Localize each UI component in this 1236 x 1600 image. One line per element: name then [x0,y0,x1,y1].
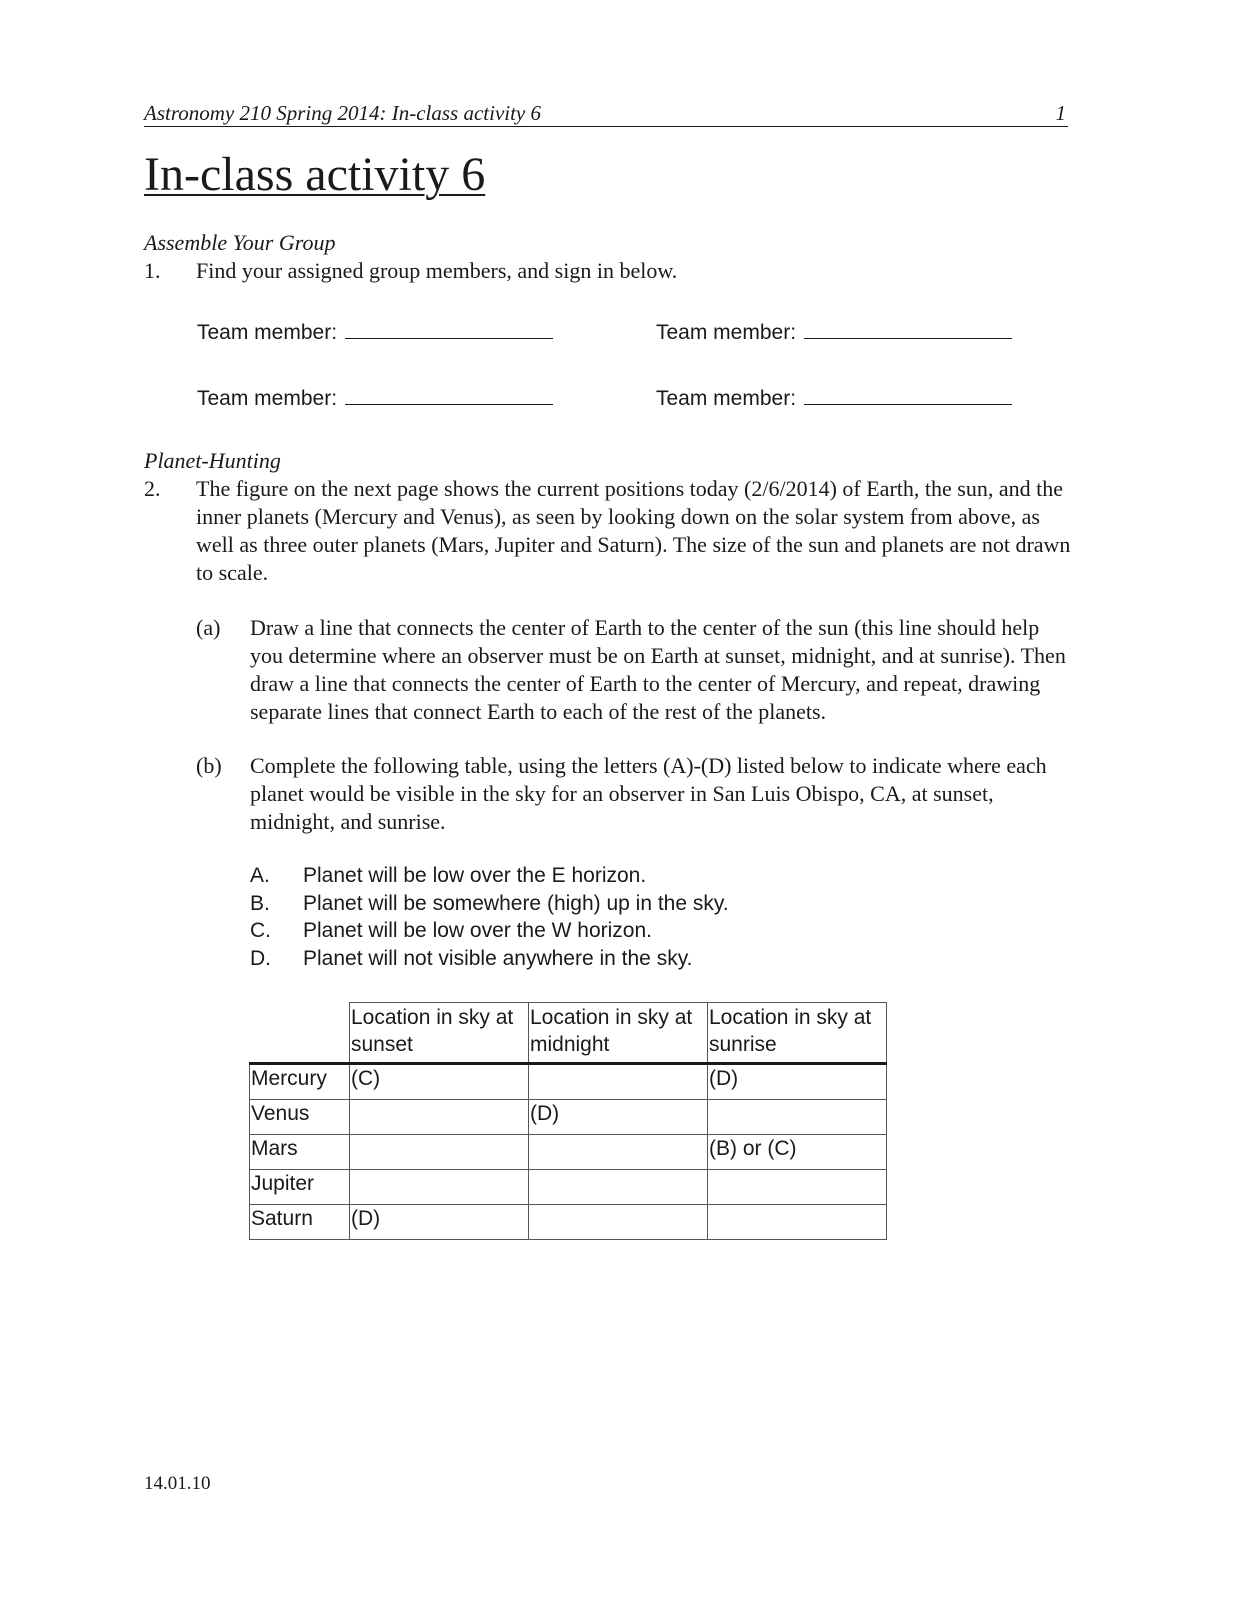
option-letter: B. [250,891,270,915]
table-cell[interactable] [708,1170,887,1205]
team-member-label: Team member: [197,321,338,344]
running-header [144,100,1068,127]
option-text: Planet will be low over the E horizon. [303,864,647,887]
table-row [250,1100,887,1135]
option-text: Planet will be low over the W horizon. [303,919,652,942]
column-header-sunrise: Location in sky at sunrise [708,1003,887,1064]
question-text-2: The figure on the next page shows the current positions today (2/6/2014) of Earth, the sun, and the inner planets (Mercury and Venus), as seen by looking down on the solar system from above, as well as three outer planets (Mars, Jupiter and Saturn). The size of the sun and planets are not drawn to scale. [196,476,1071,585]
row-header-planet: Venus [250,1100,350,1135]
signature-line[interactable] [345,316,553,339]
planet-location-table [249,1002,887,1240]
table-cell[interactable] [529,1135,708,1170]
table-cell[interactable] [529,1205,708,1240]
table-cell[interactable]: (D) [529,1100,708,1135]
table-cell[interactable]: (C) [350,1064,529,1100]
table-cell[interactable] [708,1205,887,1240]
part-b-text: Complete the following table, using the letters (A)-(D) listed below to indicate where each planet would be visible in the sky for an observer in San Luis Obispo, CA, at sunset, midnight, and sunrise. [250,753,1047,834]
row-header-planet: Mars [250,1135,350,1170]
signature-line[interactable] [804,382,1012,405]
question-number-1: 1. [144,258,161,283]
page-title: In-class activity 6 [144,148,486,201]
row-header-planet: Mercury [250,1064,350,1100]
section-heading-planet-hunting: Planet-Hunting [144,448,281,473]
table-header-row [250,1003,887,1064]
option-letter: D. [250,946,271,970]
option-letter: C. [250,919,271,942]
table-cell[interactable] [350,1100,529,1135]
option-letter: A. [250,864,270,887]
column-header-sunset: Location in sky at sunset [350,1003,529,1064]
team-member-label: Team member: [656,387,797,410]
team-member-label: Team member: [656,321,797,344]
table-row [250,1205,887,1240]
question-text-1: Find your assigned group members, and sign in below. [196,258,678,283]
team-member-field-1[interactable] [197,316,553,346]
table-cell[interactable] [529,1064,708,1100]
table-row [250,1135,887,1170]
team-member-label: Team member: [197,387,338,410]
team-member-field-4[interactable] [656,382,1012,412]
part-b-label: (b) [196,753,222,778]
option-text: Planet will be somewhere (high) up in the sky. [303,891,729,915]
part-a-label: (a) [196,615,221,640]
footer-date: 14.01.10 [144,1473,211,1494]
table-cell[interactable]: (D) [708,1064,887,1100]
table-cell[interactable] [708,1100,887,1135]
team-member-field-2[interactable] [656,316,1012,346]
part-a-text: Draw a line that connects the center of Earth to the center of the sun (this line should help you determine where an observer must be on Earth at sunset, midnight, and at sunrise). Then draw a line that connects the center of Earth to the center of Mercury, and repeat, drawing separate lines that connect Earth to each of the rest of the planets. [250,615,1066,724]
table-cell[interactable]: (D) [350,1205,529,1240]
column-header-midnight: Location in sky at midnight [529,1003,708,1064]
team-member-field-3[interactable] [197,382,553,412]
section-heading-assemble-group: Assemble Your Group [144,230,336,255]
table-cell[interactable] [529,1170,708,1205]
table-row [250,1064,887,1100]
signature-line[interactable] [804,316,1012,339]
option-text: Planet will not visible anywhere in the sky. [303,946,693,970]
table-row [250,1170,887,1205]
row-header-planet: Jupiter [250,1170,350,1205]
page-number: 1 [1055,101,1066,125]
table-corner-cell [250,1003,350,1064]
course-line: Astronomy 210 Spring 2014: In-class activity 6 [144,101,542,125]
table-cell[interactable]: (B) or (C) [708,1135,887,1170]
row-header-planet: Saturn [250,1205,350,1240]
table-cell[interactable] [350,1170,529,1205]
question-number-2: 2. [144,476,161,501]
signature-line[interactable] [345,382,553,405]
table-cell[interactable] [350,1135,529,1170]
